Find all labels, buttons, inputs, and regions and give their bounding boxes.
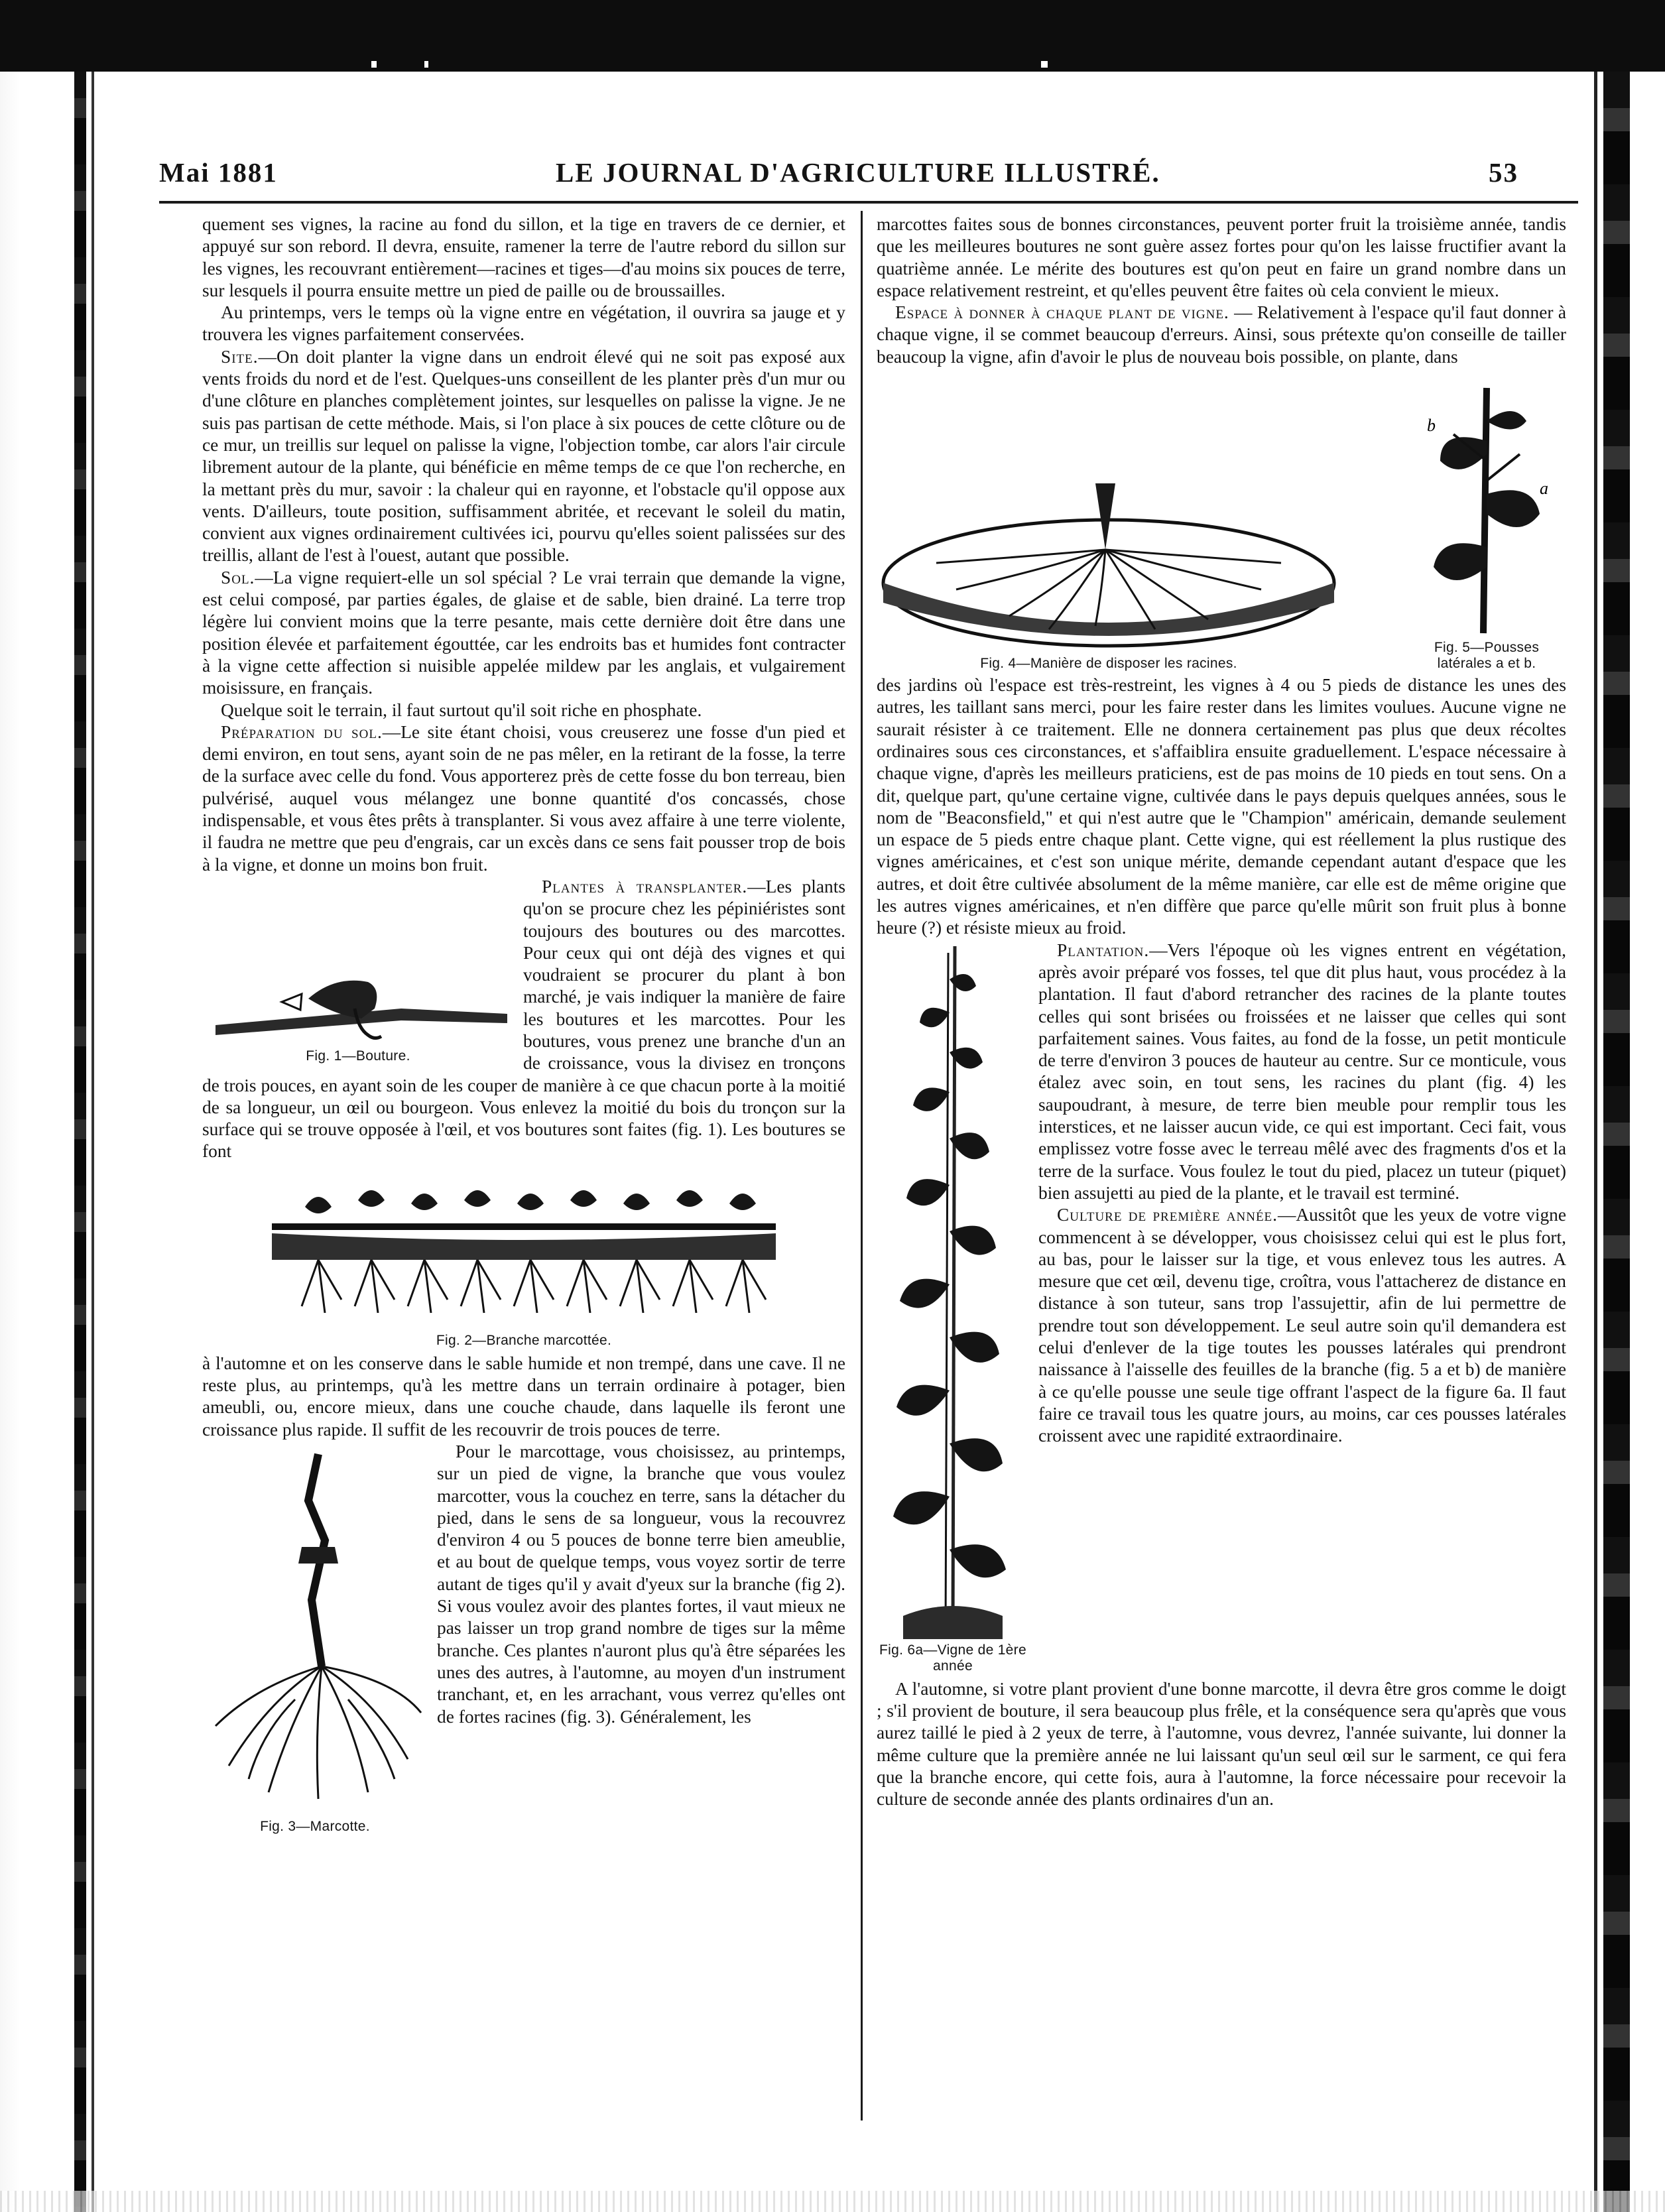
column-divider	[861, 211, 863, 2120]
figure-4	[877, 470, 1341, 672]
section-text: —Vers l'époque où les vignes entrent en végétation, après avoir préparé vos fosses, tel que dit plus haut, vous procédez à la plantation. Il faut d'abord retrancher des racines de la plante toutes celles qui sont brisées ou froissées et ne laisser que celles qui sont parfaitement saines. Vous faites, au fond de la fosse, un petit monticule de terre d'environ 3 pouces de hauteur au centre. Sur ce monticule, vous étalez avec soin, en tout sens, les racines du plant (fig. 4) les saupoudrant, à mesure, de terre bien meuble pour remplir tous les interstices, et ne laisser aucun vide, ce qui est important. Ceci fait, vous emplissez votre fosse avec le terreau mêlé avec des fragments d'os et la terre de la surface. Vous foulez le tout du pied, placez un tuteur (piquet) bien assujetti au pied de la plante, et le travail est terminé.	[1038, 940, 1566, 1203]
paragraph: Pour le marcottage, vous choisissez, au printemps, sur un pied de vigne, la branche que vous voulez marcotter, vous la couchez en terre, sans la détacher du pied, dans le sens de sa longueur, vous la recouvrez d'environ 4 ou 5 pouces de bonne terre bien ameublie, et au bout de quelque temps, vous voyez sortir de terre autant de tiges qu'il y avait d'yeux sur la branche (fig 2). Si vous voulez avoir des plantes fortes, il vaut mieux ne pas laisser un trop grand nombre de tiges sur la même branche. Ces plantes n'auront plus qu'à être séparées les unes des autres, à l'automne, au moyen d'un instrument tranchant, et, en les arrachant, vous verrez qu'elles ont de fortes racines (fig. 3). Généralement, les	[437, 1441, 845, 1727]
figure-1	[202, 962, 514, 1064]
section-text: —On doit planter la vigne dans un endroit élevé qui ne soit pas exposé aux vents froids du nord et de l'est. Quelques-uns conseillent de les planter près d'un mur ou d'une clôture en planches complètement jointes, sur lesquelles on palisse la vigne. Je ne suis pas partisan de cette méthode. Mais, si l'on place à six pouces de cette clôture ou de ce mur, un treillis sur lequel on palisse la vigne, l'objection tombe, car alors l'air circule librement autour de la plante, qui bénéficie en même temps de ce que l'on recherche, en la mettant près du mur, savoir : la chaleur qui en rayonne, et l'obstacle qu'il oppose aux vents. D'ailleurs, toute position, suffisamment abritée, et recevant le soleil du matin, convient aux vignes ordinairement cultivées ici, pourvu qu'elles soient palissées sur des treillis, allant de l'est à l'ouest, autant que possible.	[202, 346, 845, 566]
paragraph: Au printemps, vers le temps où la vigne entre en végétation, il ouvrira sa jauge et y trouvera les vignes parfaitement conservées.	[202, 302, 845, 345]
section-text: — Relativement à l'espace qu'il faut donner à chaque vigne, il se commet beaucoup d'erreurs. Ainsi, sous prétexte qu'on conseille de tailler beaucoup la vigne, afin d'avoir le plus de nouveau bois possible, on plante, dans	[877, 302, 1566, 367]
figure-5	[1407, 381, 1566, 672]
figure-6a-caption: Fig. 6a—Vigne de 1ère année	[879, 1642, 1026, 1674]
scan-speck	[371, 61, 377, 68]
figures-4-5-row	[877, 381, 1566, 672]
section-heading: Sol.	[221, 567, 255, 587]
scan-speck	[1041, 61, 1048, 68]
paragraph: à l'automne et on les conserve dans le sable humide et non trempé, dans une cave. Il ne reste plus, au printemps, qu'à les mettre dans un terrain ordinaire à potager, bien ameubli, ou, encore mieux, dans une couche chaude, dans laquelle ils feront une croissance plus rapide. Il suffit de les recouvrir de trois pouces de terre.	[202, 1353, 845, 1440]
section-sol	[202, 567, 845, 700]
left-margin	[0, 0, 46, 2212]
figure-5-caption: Fig. 5—Pousses latérales a et b.	[1434, 640, 1540, 672]
page-number: 53	[1489, 157, 1518, 188]
layer-with-roots-illustration	[202, 1447, 428, 1819]
section-heading: Espace à donner à chaque plant de vigne.	[895, 302, 1229, 323]
paragraph: marcottes faites sous de bonnes circonstances, peuvent porter fruit la troisième année, tandis que les meilleures boutures ne sont guère assez fortes pour qu'on les laisse fructifier avant la quatrième année. Le mérite des boutures est qu'on peut en faire un grand nombre dans un espace relativement restreint, et qu'elles peuvent être faites où cela convient le mieux.	[877, 214, 1566, 300]
left-binding-rule	[74, 72, 86, 2212]
section-site	[202, 346, 845, 567]
figure-1-caption: Fig. 1—Bouture.	[306, 1048, 410, 1064]
section-heading: Plantes à transplanter.	[542, 876, 748, 896]
left-column	[202, 214, 845, 1839]
layered-branch-illustration	[265, 1167, 782, 1333]
right-column	[877, 214, 1566, 1810]
section-text: —Le site étant choisi, vous creuserez une fosse d'un pied et demi environ, en tout sens, ayant soin de ne pas mêler, en la retirant de la fosse, la terre de la surface avec celle du fond. Vous apporterez près de cette fosse du bon terreau, bien pulvérisé, auquel vous mélangez une bonne quantité d'os concassés, chose indispensable, et vous êtes prêts à transplanter. Si vous avez affaire à une terre violente, il faudra ne mettre que peu d'engrais, car un excès dans ce sens fait pousser trop de bois à la vigne, et donne un moins bon fruit.	[202, 721, 845, 875]
section-text: —Aussitôt que les yeux de votre vigne commencent à se développer, vous choisissez celui qui est le plus fort, au bas, pour le laisser sur la tige, et vous enlevez tous les autres. A mesure que cet œil, devenu tige, croîtra, vous l'attacherez de distance en distance à son tuteur, sans trop l'assujettir, afin de lui permettre de prendre tout son développement. Le seul autre soin qu'il demandera est celui d'enlever de la tige toutes les pousses latérales qui prendront naissance à l'aisselle des feuilles de la branche (fig. 5 a et b) de manière à ce qu'elle pousse une seule tige offrant l'aspect de la figure 6a. Il faut faire ce travail tous les quatre jours, au moins, car ces pousses latérales croissent avec une rapidité extraordinaire.	[1038, 1205, 1566, 1446]
left-thin-rule	[92, 72, 94, 2212]
right-binding-rule	[1603, 72, 1630, 2212]
section-heading: Plantation.	[1057, 940, 1150, 960]
figure-5-label-b: b	[1427, 416, 1436, 436]
paragraph: quement ses vignes, la racine au fond du sillon, et la tige en travers de ce dernier, et appuyé sur son rebord. Il devra, ensuite, ramener la terre de l'autre rebord du sillon sur les vignes, les recouvrant entièrement—racines et tiges—d'au moins six pouces de terre, sur lesquels il pourra ensuite mettre un pied de paille ou de broussailles.	[202, 214, 845, 300]
scan-speck	[424, 61, 428, 68]
paragraph: A l'automne, si votre plant provient d'une bonne marcotte, il devra être gros comme le doigt ; s'il provient de bouture, il sera beaucoup plus frêle, et la conséquence sera qu'après que vous aurez taillé le pied à 2 yeux de terre, à l'automne, vous devrez, l'année suivante, lui donner la même culture que la première année ne lui laissant qu'un seul œil sur le sarment, ce qui fera que la branche encore, qui cette fois, aura à l'automne, la force nécessaire pour recevoir la culture de seconde année des plants ordinaires d'un an.	[877, 1678, 1566, 1810]
figure-4-caption: Fig. 4—Manière de disposer les racines.	[980, 656, 1237, 672]
section-espace	[877, 302, 1566, 368]
section-heading: Site.	[221, 346, 259, 367]
bottom-scan-border	[0, 2191, 1665, 2212]
header-title: LE JOURNAL D'AGRICULTURE ILLUSTRÉ.	[556, 157, 1160, 188]
top-scan-border	[0, 0, 1665, 72]
first-year-vine-illustration	[877, 926, 1029, 1642]
section-text: —Les plants qu'on se procure chez les pépiniéristes sont toujours des boutures ou des marcottes. Pour ceux qui ont déjà des vignes et qui voudraient se procurer du plant à bon marché, je vais indiquer la manière de faire les boutures et les marcottes. Pour les boutures, vous prenez une branche d'un an de croissance, vous la divisez en tronçons de trois pouces, en ayant soin de les couper de manière à ce que chacun porte à la moitié de sa longueur, un œil ou bourgeon. Vous enlevez la moitié du bois du tronçon sur la surface qui se trouve opposée à l'œil, et vos boutures sont faites (fig. 1). Les boutures se font	[202, 876, 845, 1162]
header-date: Mai 1881	[159, 157, 278, 188]
figure-3	[202, 1447, 428, 1835]
section-preparation	[202, 721, 845, 876]
section-text: —La vigne requiert-elle un sol spécial ? Le vrai terrain que demande la vigne, est celui composé, par parties égales, de glaise et de sable, bien drainé. La terre trop légère lui convient moins que la terre pesante, mais cette dernière doit être dans une position élevée et parfaitement égouttée, car les endroits bas et humides font contracter à la vigne cette affection si nuisible appelée mildew par les anglais, et vulgairement moisissure, en français.	[202, 567, 845, 698]
section-heading: Culture de première année.	[1057, 1205, 1278, 1225]
right-thin-rule	[1594, 72, 1597, 2212]
root-arrangement-illustration	[877, 470, 1341, 656]
figure-3-caption: Fig. 3—Marcotte.	[260, 1818, 370, 1834]
figure-5-label-a: a	[1540, 479, 1548, 499]
figure-2-caption: Fig. 2—Branche marcottée.	[436, 1332, 612, 1348]
figure-2	[202, 1167, 845, 1349]
paragraph: des jardins où l'espace est très-restreint, les vignes à 4 ou 5 pieds de distance les unes des autres, les taillant sans merci, pour les faire rester dans les limites voulues. Aucune vigne ne saurait résister à ce traitement. Elle ne donnera certainement pas plus que deux récoltes ordinaires sous ces circonstances, et s'affaiblira ensuite graduellement. L'espace nécessaire à chaque vigne, d'après les meilleurs praticiens, est de pas moins de 10 pieds en tout sens. On a dit, quelque part, qu'une certaine vigne, cultivée dans le pays depuis quelques années, sous le nom de "Beaconsfield," et qui n'est autre que le "Champion" américain, demande seulement un espace de 5 pieds entre chaque plant. Cette vigne, qui est réellement la plus rustique des vignes américaines, et c'est son unique mérite, demande cependant autant d'espace que les autres, et doit être cultivée absolument de la même manière, car elle est de même origine que les autres vignes américaines, et n'en diffère que parce qu'elle mûrit son fruit plus à bonne heure (?) et résiste mieux au froid.	[877, 675, 1566, 938]
section-heading: Préparation du sol.	[221, 721, 383, 742]
paragraph: Quelque soit le terrain, il faut surtout qu'il soit riche en phosphate.	[221, 700, 702, 720]
cutting-illustration	[202, 962, 514, 1048]
figure-6a	[877, 926, 1029, 1674]
lateral-shoots-illustration	[1407, 381, 1566, 640]
header-rule	[159, 201, 1578, 204]
